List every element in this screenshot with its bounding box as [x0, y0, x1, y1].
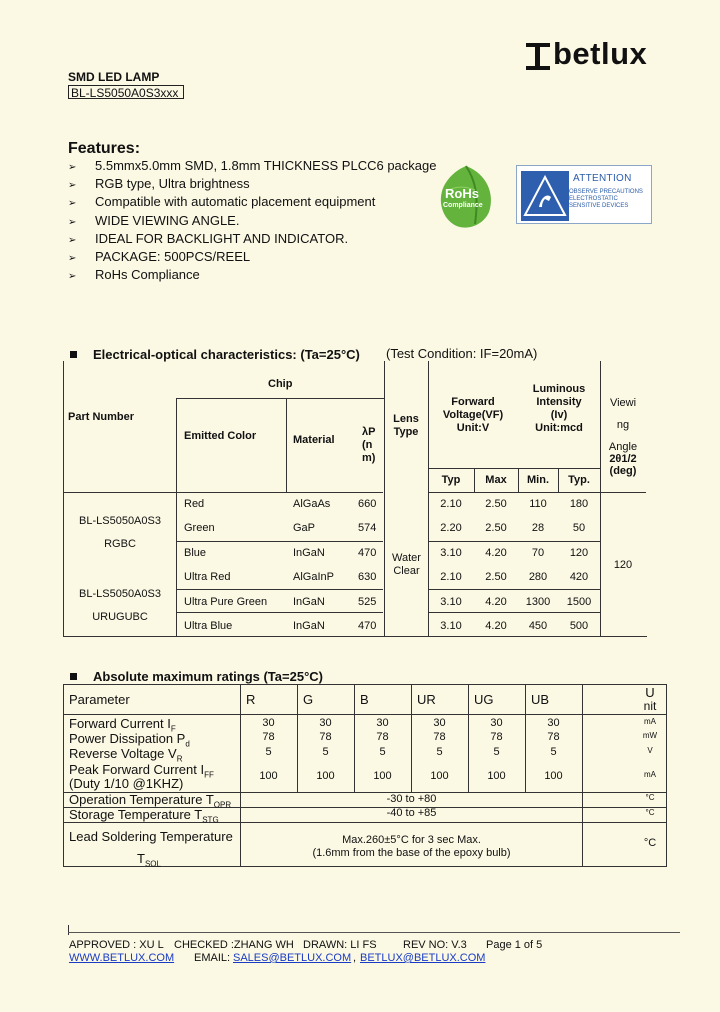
eo-cell-iv-typ: 1500 — [566, 596, 592, 608]
eo-cell-color: Red — [184, 498, 205, 510]
part-group-2-line2: URUGUBC — [92, 611, 148, 623]
feature-item — [68, 213, 239, 228]
eo-cell-iv-min: 450 — [528, 620, 548, 632]
amr-value: 100 — [487, 770, 506, 782]
amr-value: 5 — [265, 746, 272, 758]
footer-drawn: DRAWN: LI FS — [303, 939, 377, 951]
amr-header: G — [303, 692, 314, 707]
part-group-1-line1: BL-LS5050A0S3 — [79, 515, 161, 527]
stg-temp-unit: °C — [645, 808, 655, 817]
email-betlux-link[interactable]: BETLUX@BETLUX.COM — [360, 952, 486, 964]
eo-cell-vf-max: 2.50 — [485, 571, 507, 583]
op-temp-value: -30 to +80 — [386, 793, 437, 805]
feature-text: RoHs Compliance — [95, 267, 200, 283]
arrow-bullet-icon: ➢ — [68, 253, 77, 264]
th-iv-2: Intensity — [536, 396, 582, 408]
footer-rev: REV NO: V.3 — [403, 939, 467, 951]
rohs-badge — [435, 164, 497, 232]
lens-line2: Clear — [393, 565, 420, 577]
feature-item — [68, 249, 250, 264]
th-lambda-2: (n — [362, 439, 373, 451]
eo-test-condition: (Test Condition: IF=20mA) — [386, 346, 538, 361]
th-view-5: (deg) — [609, 465, 637, 477]
feature-text: WIDE VIEWING ANGLE. — [95, 212, 240, 228]
eo-cell-vf-typ: 3.10 — [440, 620, 462, 632]
feature-text: PACKAGE: 500PCS/REEL — [95, 249, 251, 264]
solder-label-2: $T_{SOL}$ — [137, 851, 161, 869]
eo-cell-vf-max: 4.20 — [485, 620, 507, 632]
eo-cell-lambda: 470 — [358, 547, 377, 559]
amr-header: UR — [417, 692, 436, 707]
amr-param: Forward Current $I_F$ — [69, 716, 176, 734]
eo-cell-color: Ultra Red — [184, 571, 231, 583]
th-lambda-1: λP — [362, 426, 376, 438]
eo-cell-lambda: 525 — [358, 596, 377, 608]
th-view-2: ng — [616, 419, 630, 431]
website-link[interactable]: WWW.BETLUX.COM — [69, 952, 175, 964]
amr-value: 30 — [433, 717, 446, 729]
eo-title: Electrical-optical characteristics: (Ta=25°C) — [93, 347, 360, 362]
eo-cell-iv-min: 280 — [528, 571, 548, 583]
feature-item — [68, 194, 375, 209]
eo-cell-color: Ultra Blue — [184, 620, 233, 632]
eo-cell-iv-typ: 50 — [572, 522, 586, 534]
eo-cell-material: AlGaInP — [293, 571, 334, 583]
th-material: Material — [293, 434, 335, 446]
lens-line1: Water — [392, 552, 421, 564]
eo-cell-lambda: 660 — [358, 498, 377, 510]
eo-cell-iv-min: 1300 — [525, 596, 551, 608]
amr-value: 100 — [259, 770, 278, 782]
footer-approved: APPROVED : XU L — [69, 939, 164, 951]
amr-value: 5 — [550, 746, 557, 758]
amr-value: 30 — [376, 717, 389, 729]
feature-item — [68, 231, 348, 246]
eo-cell-lambda: 470 — [358, 620, 377, 632]
esd-attention-badge — [516, 165, 652, 224]
viewing-angle-value: 120 — [613, 559, 633, 571]
amr-header: Parameter — [69, 692, 130, 707]
attention-line: ELECTROSTATIC — [569, 196, 618, 202]
feature-text: 5.5mmx5.0mm SMD, 1.8mm THICKNESS PLCC6 package — [95, 158, 437, 173]
amr-value: 100 — [430, 770, 449, 782]
doc-title: SMD LED LAMP — [68, 70, 160, 84]
th-max: Max — [485, 474, 507, 486]
eo-cell-vf-max: 2.50 — [485, 522, 507, 534]
amr-value: 30 — [262, 717, 275, 729]
amr-unit: mA — [644, 770, 656, 779]
eo-cell-lambda: 574 — [358, 522, 377, 534]
attention-line: OBSERVE PRECAUTIONS — [569, 189, 643, 195]
amr-value: 5 — [379, 746, 386, 758]
amr-value: 78 — [376, 731, 389, 743]
th-lens-1: Lens — [393, 413, 419, 425]
th-lens-2: Type — [393, 426, 419, 438]
th-iv-4: Unit:mcd — [535, 422, 583, 434]
th-view-3: Angle — [608, 441, 638, 453]
op-temp-label: Operation Temperature $T_{OPR}$ — [69, 792, 232, 810]
eo-cell-iv-typ: 120 — [569, 547, 589, 559]
attention-title: ATTENTION — [573, 173, 632, 184]
th-iv-1: Luminous — [532, 383, 586, 395]
stg-temp-label: Storage Temperature $T_{STG}$ — [69, 807, 219, 825]
eo-cell-iv-typ: 500 — [569, 620, 589, 632]
rohs-label: RoHs — [445, 186, 479, 201]
th-unit-1: U — [645, 685, 655, 700]
email-label: EMAIL: — [194, 952, 231, 964]
amr-value: 30 — [547, 717, 560, 729]
square-bullet-icon — [70, 673, 77, 680]
feature-text: IDEAL FOR BACKLIGHT AND INDICATOR. — [95, 230, 349, 246]
part-group-1-line2: RGBC — [104, 538, 136, 550]
arrow-bullet-icon: ➢ — [68, 234, 77, 246]
amr-value: 100 — [316, 770, 335, 782]
part-group-2-line1: BL-LS5050A0S3 — [79, 588, 161, 600]
th-view-4: 2θ1/2 — [609, 453, 637, 465]
th-iv-3: (Iv) — [550, 409, 568, 421]
amr-value: 78 — [319, 731, 332, 743]
arrow-bullet-icon: ➢ — [68, 180, 77, 192]
eo-cell-vf-typ: 2.10 — [440, 571, 462, 583]
eo-section-heading — [70, 346, 360, 364]
amr-value: 5 — [493, 746, 500, 758]
th-vf-2: Voltage(VF) — [442, 409, 504, 421]
footer-page: Page 1 of 5 — [486, 939, 543, 951]
amr-value: 30 — [319, 717, 332, 729]
feature-text: RGB type, Ultra brightness — [95, 176, 250, 192]
amr-unit: mW — [642, 731, 658, 740]
email-sales-link[interactable]: SALES@BETLUX.COM — [233, 952, 352, 964]
eo-cell-material: InGaN — [293, 547, 325, 559]
arrow-bullet-icon: ➢ — [68, 198, 77, 210]
eo-cell-vf-max: 4.20 — [485, 596, 507, 608]
eo-cell-material: AlGaAs — [293, 498, 331, 510]
th-vf-1: Forward — [451, 396, 495, 408]
eo-cell-iv-min: 70 — [531, 547, 545, 559]
solder-label: Lead Soldering Temperature — [69, 829, 233, 844]
eo-cell-iv-min: 110 — [529, 498, 547, 510]
amr-header: B — [360, 692, 369, 707]
feature-item — [68, 158, 436, 173]
eo-cell-iv-min: 28 — [531, 522, 545, 534]
footer-tick — [68, 925, 69, 935]
eo-cell-material: GaP — [293, 522, 316, 534]
amr-value: 5 — [322, 746, 329, 758]
eo-cell-lambda: 630 — [358, 571, 377, 583]
amr-param-line2: (Duty 1/10 @1KHZ) — [69, 776, 184, 791]
th-typ2: Typ. — [568, 474, 590, 486]
eo-cell-vf-typ: 3.10 — [440, 547, 462, 559]
amr-header: UB — [531, 692, 550, 707]
rohs-sub-label: Compliance — [443, 202, 483, 209]
betlux-logo — [526, 36, 656, 74]
amr-value: 100 — [373, 770, 392, 782]
eo-cell-material: InGaN — [293, 596, 325, 608]
th-emitted-color: Emitted Color — [184, 430, 257, 442]
arrow-bullet-icon: ➢ — [68, 162, 77, 173]
th-view-1: Viewi — [609, 397, 637, 409]
eo-cell-iv-typ: 180 — [569, 498, 589, 510]
th-min: Min. — [527, 474, 549, 486]
th-unit-2: nit — [643, 699, 657, 713]
amr-header: UG — [474, 692, 494, 707]
footer-checked: CHECKED :ZHANG WH — [174, 939, 294, 951]
amr-value: 78 — [547, 731, 560, 743]
feature-text: Compatible with automatic placement equipment — [95, 194, 376, 210]
arrow-bullet-icon: ➢ — [68, 216, 77, 228]
eo-cell-vf-typ: 2.20 — [440, 522, 462, 534]
logo-wordmark: betlux — [553, 36, 648, 71]
amr-value: 78 — [433, 731, 446, 743]
th-chip: Chip — [268, 378, 293, 390]
eo-cell-vf-typ: 2.10 — [440, 498, 462, 510]
amr-param: Reverse Voltage $V_R$ — [69, 746, 183, 764]
solder-value-1: Max.260±5°C for 3 sec Max. — [342, 834, 481, 846]
stg-temp-value: -40 to +85 — [386, 807, 437, 819]
footer-rule — [68, 932, 680, 933]
email-separator: , — [353, 952, 357, 964]
amr-value: 78 — [490, 731, 503, 743]
feature-item — [68, 176, 250, 191]
amr-header: R — [246, 692, 256, 707]
amr-value: 100 — [544, 770, 563, 782]
th-lambda-3: m) — [362, 452, 376, 464]
eo-cell-color: Green — [184, 522, 215, 534]
th-typ: Typ — [441, 474, 461, 486]
amr-value: 5 — [436, 746, 443, 758]
amr-value: 30 — [490, 717, 503, 729]
features-heading: Features: — [68, 140, 141, 157]
part-number-box: BL-LS5050A0S3xxx — [68, 85, 184, 99]
eo-cell-vf-max: 4.20 — [485, 547, 507, 559]
amr-param: Power Dissipation $P_d$ — [69, 731, 190, 749]
amr-title: Absolute maximum ratings (Ta=25°C) — [93, 669, 323, 684]
eo-cell-iv-typ: 420 — [569, 571, 589, 583]
th-vf-3: Unit:V — [456, 422, 490, 434]
square-bullet-icon — [70, 351, 77, 358]
solder-value-2: (1.6mm from the base of the epoxy bulb) — [312, 847, 511, 859]
feature-item — [68, 267, 200, 282]
attention-line: SENSITIVE DEVICES — [569, 203, 629, 209]
amr-value: 78 — [262, 731, 275, 743]
amr-param: Peak Forward Current $I_{FF}$ — [69, 762, 214, 780]
op-temp-unit: °C — [645, 793, 655, 802]
th-part-number: Part Number — [68, 411, 135, 423]
eo-cell-vf-max: 2.50 — [485, 498, 507, 510]
arrow-bullet-icon: ➢ — [68, 271, 77, 283]
amr-unit: mA — [644, 717, 656, 726]
eo-cell-material: InGaN — [293, 620, 325, 632]
solder-unit: °C — [643, 837, 657, 849]
amr-unit: V — [647, 746, 653, 755]
esd-warning-icon — [521, 171, 569, 221]
eo-cell-vf-typ: 3.10 — [440, 596, 462, 608]
eo-cell-color: Ultra Pure Green — [184, 596, 268, 608]
eo-cell-color: Blue — [184, 547, 207, 559]
